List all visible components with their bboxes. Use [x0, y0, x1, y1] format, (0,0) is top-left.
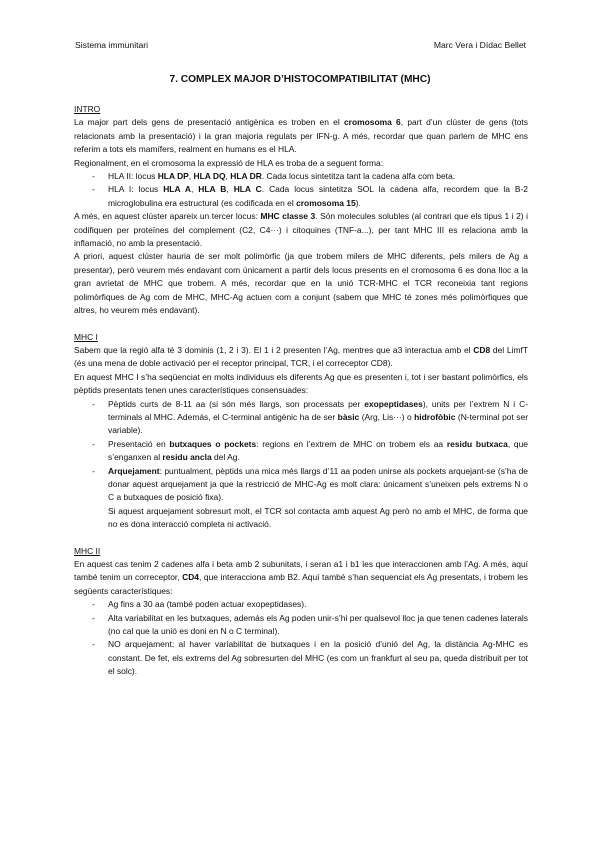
list — [74, 398, 528, 505]
list-item: - Presentació en butxaques o pockets: regions en l’extrem de MHC on trobem els aa residu butxaca, que s’enganxen al residu ancla del Ag. — [74, 438, 528, 465]
section-heading-mhc2: MHC II — [74, 545, 101, 556]
paragraph: La major part dels gens de presentació antigènica es troben en el cromosoma 6, part d’un clúster de gens (tots relacionats amb la presentació) i la gran majoria regulats per IFN-g. A més, recordar que quan parlem de MHC ens referim a tots els mamífers, realment en humans es el HLA. — [74, 117, 528, 155]
list-item: - Arquejament: puntualment, pèptids una mica més llargs d’11 aa poden unirse als pockets arquejant-se (s’ha de donar aquest arquejament ja que la restricció de MHC-Ag es molt clara: únicament s’uneixen pels extrems N o C a butxaques de posició fixa). — [74, 465, 528, 505]
paragraph: Regionalment, en el cromosoma la expressió de HLA es troba de a seguent forma: — [74, 157, 384, 168]
paragraph: Sabem que la regió alfa té 3 dominis (1, 2 i 3). El 1 i 2 presenten l’Ag, mentres que a3 interactua amb el CD8 del LimfT (és una mena de doble activació per el receptor principal, TCR, i el correceptor CD8). — [74, 344, 529, 369]
header-right: Marc Vera i Dídac Bellet — [433, 40, 526, 50]
paragraph: En aquest MHC I s’ha seqüenciat en molts individuus els diferents Ag que es presenten i, tot i ser bastant polimòrfics, els pèptids presentats tenen unes característiques consensuades: — [74, 371, 528, 396]
list-item: - Pèptids curts de 8-11 aa (si són més llargs, son processats per exopeptidases), units per l’extrem N i C-terminals al MHC. Además, el C-terminal antigènic ha de ser bàsic (Arg, Lis···) o hidrofòbic (N-terminal pot ser variable). — [74, 398, 528, 438]
paragraph: En aquest cas tenim 2 cadenes alfa i beta amb 2 subunitats, i seran a1 i b1 les que interaccionen amb l’Ag. A més, aquí també tenim un correceptor, CD4, que interacciona amb B2. Aquí també s’han sequenciat els Ag presentats, i trobem les següents característiques: — [74, 559, 528, 596]
section-heading-intro: INTRO — [74, 104, 101, 114]
paragraph: A més, en aquest clúster apareix un tercer locus: MHC classe 3. Són molecules solubles (al contrari que els tipus 1 i 2) i codifiquen per proteïnes del complement (C2, C4···) i citoquines (TNF-a...), per tant MHC III es relaciona amb la inflamació, no amb la presentació. — [74, 211, 528, 249]
list-item: - HLA I: locus HLA A, HLA B, HLA C. Cada locus sintetitza SOL la cadena alfa, recordem que la B-2 microglobulina era estructural (es codificada en el cromosoma 15). — [74, 183, 528, 210]
list-item-continuation: Si aquest arquejament sobresurt molt, el TCR sol contacta amb aquest Ag però no amb el MHC, de forma que no es dona interacció completa ni activació. — [108, 505, 528, 530]
page-title: 7. COMPLEX MAJOR D’HISTOCOMPATIBILITAT (MHC) — [169, 74, 431, 85]
document-body — [74, 103, 528, 679]
list — [74, 598, 528, 678]
list — [74, 170, 528, 210]
list-item: - NO arquejament: al haver variabilitat de butxaques i en la posició d’unió del Ag, la distància Ag-MHC es constant. De fet, els extrems del Ag sobresurten del MHC (es com un frankfurt al seu pa, queda distribuit per tot el solc). — [74, 638, 528, 678]
section-heading-mhc1: MHC I — [74, 331, 98, 342]
list-item: - Alta variabilitat en les butxaques, además els Ag poden unir-s’hi per qualsevol lloc ja que tenen cadenes laterals (no cal que la unió es doni en N o C terminal). — [74, 612, 528, 639]
list-item: - HLA II: locus HLA DP, HLA DQ, HLA DR. Cada locus sintetitza tant la cadena alfa com beta. — [74, 170, 528, 183]
paragraph: A priori, aquest clúster hauria de ser molt polimòrfic (ja que trobem milers de MHC diferents, pels milers de Ag a presentar), però veurem més endavant com únicament a partir dels locus presents en el cromosoma 6 es dona lloc a la gran avrietat de MHC que trobem. A més, recordar que en la unió TCR-MHC el TCR reconeixia tant regions polimòrfiques de Ag com de MHC, MHC-Ag actuen com a conjunt (sabem que MHC té zones més polimòrfiques que altres, ho veurem més endavant). — [74, 251, 528, 316]
list-item: - Ag fins a 30 aa (també poden actuar exopeptidases). — [74, 598, 528, 611]
header-left: Sistema immunitari — [75, 40, 149, 50]
